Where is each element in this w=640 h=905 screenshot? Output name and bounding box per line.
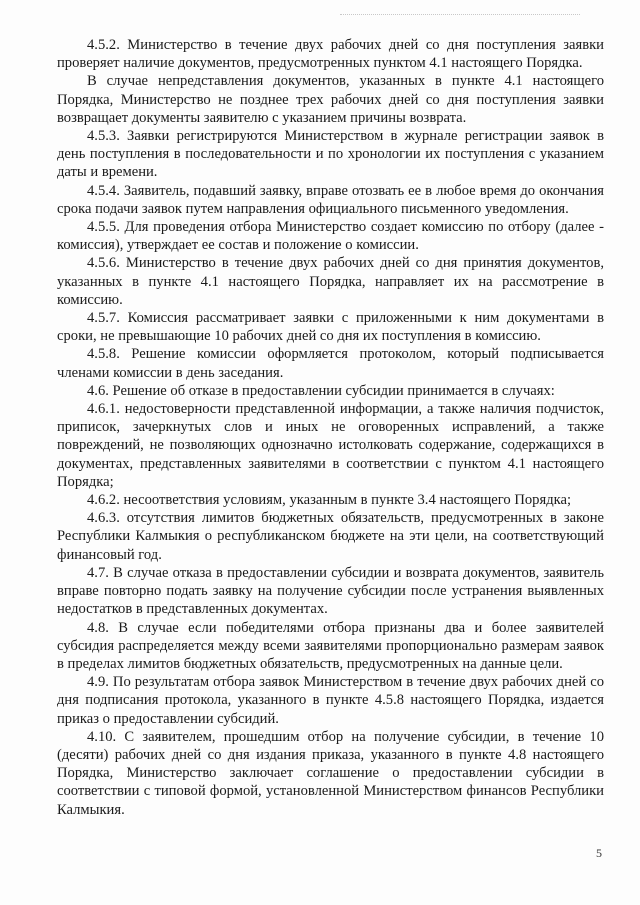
paragraph-4-5-6: 4.5.6. Министерство в течение двух рабочих дней со дня принятия документов, указанных в пункте 4.1 настоящего Порядка, направляет их на рассмотрение в комиссию. [57,255,604,308]
paragraph-4-9: 4.9. По результатам отбора заявок Министерством в течение двух рабочих дней со дня подписания протокола, указанного в пункте 4.5.8 настоящего Порядка, издается приказ о предоставлении субсидий. [57,674,604,727]
document-body [57,36,604,819]
scan-artifact-line [340,14,580,17]
paragraph-4-6-1: 4.6.1. недостоверности представленной информации, а также наличия подчисток, приписок, зачеркнутых слов и иных не оговоренных исправлений, а также повреждений, не позволяющих однозначно истолковать содержание, содержащихся в документах, представленных заявителями в соответствии с пунктом 4.1 настоящего Порядка; [57,401,604,490]
paragraph-4-5-5: 4.5.5. Для проведения отбора Министерство создает комиссию по отбору (далее - комиссия), утверждает ее состав и положение о комиссии. [57,219,604,254]
paragraph-4-5-8: 4.5.8. Решение комиссии оформляется протоколом, который подписывается членами комиссии в день заседания. [57,346,604,381]
paragraph-4-6: 4.6. Решение об отказе в предоставлении субсидии принимается в случаях: [87,382,555,399]
paragraph-4-6-3: 4.6.3. отсутствия лимитов бюджетных обязательств, предусмотренных в законе Республики Калмыкия о республиканском бюджете на эти цели, на соответствующий финансовый год. [57,510,604,563]
paragraph-4-5-7: 4.5.7. Комиссия рассматривает заявки с приложенными к ним документами в сроки, не превышающие 10 рабочих дней со дня их поступления в комиссию. [57,310,604,345]
paragraph-4-7: 4.7. В случае отказа в предоставлении субсидии и возврата документов, заявитель вправе повторно подать заявку на получение субсидии после устранения выявленных недостатков в представленных документах. [57,564,604,618]
paragraph-return-documents: В случае непредставления документов, указанных в пункте 4.1 настоящего Порядка, Министерство не позднее трех рабочих дней со дня поступления заявки возвращает документы заявителю с указанием причины возврата. [57,73,604,126]
paragraph-4-5-2: 4.5.2. Министерство в течение двух рабочих дней со дня поступления заявки проверяет наличие документов, предусмотренных пунктом 4.1 настоящего Порядка. [57,37,604,72]
paragraph-4-6-2: 4.6.2. несоответствия условиям, указанным в пункте 3.4 настоящего Порядка; [87,492,572,509]
paragraph-4-5-3: 4.5.3. Заявки регистрируются Министерством в журнале регистрации заявок в день поступления в последовательности и по хронологии их поступления с указанием даты и времени. [57,128,604,181]
paragraph-4-8: 4.8. В случае если победителями отбора признаны два и более заявителей субсидия распределяется между всеми заявителями пропорционально размерам заявок в пределах лимитов бюджетных обязательств, предусмотренных на данные цели. [57,619,604,672]
paragraph-4-5-4: 4.5.4. Заявитель, подавший заявку, вправе отозвать ее в любое время до окончания срока подачи заявок путем направления официального письменного уведомления. [57,182,604,217]
page-number: 5 [596,846,602,860]
paragraph-4-10: 4.10. С заявителем, прошедшим отбор на получение субсидии, в течение 10 (десяти) рабочих дней со дня издания приказа, указанного в пункте 4.8 настоящего Порядка, Министерство заключает соглашение о предоставлении субсидии в соответствии с типовой формой, установленной Министерством финансов Республики Калмыкия. [57,728,604,818]
